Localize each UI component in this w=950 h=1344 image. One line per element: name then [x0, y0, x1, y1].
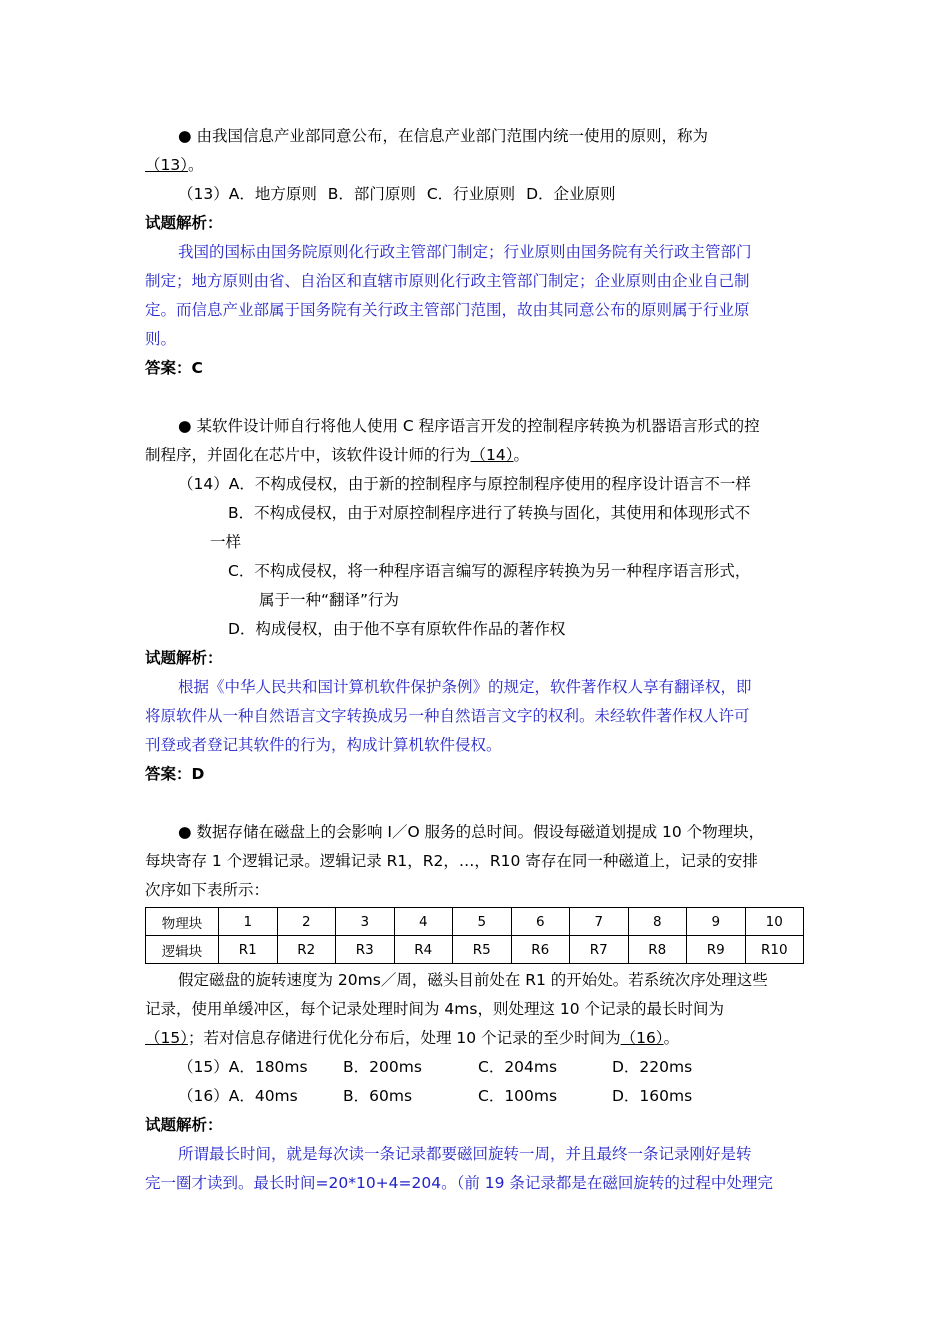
q15-stem-line2: 每块寄存 1 个逻辑记录。逻辑记录 R1，R2，…，R10 寄存在同一种磁道上，记录的安排 — [145, 852, 758, 870]
q15-option-b: B．200ms — [343, 1058, 422, 1076]
q14-answer: 答案：D — [145, 765, 205, 783]
q16-blank: （16） — [620, 1029, 664, 1047]
q15-analysis-title: 试题解析： — [145, 1116, 223, 1134]
table-cell: 1 — [219, 908, 278, 936]
q14-stem-line2 — [145, 445, 529, 465]
q15-option-d: D．220ms — [612, 1058, 693, 1076]
q16-option-c: C．100ms — [478, 1087, 558, 1105]
q15-analysis-line1: 所谓最长时间，就是每次读一条记录都要磁回旋转一周，并且最终一条记录刚好是转 — [178, 1145, 752, 1163]
table-cell: R7 — [570, 936, 629, 964]
table-cell: R4 — [394, 936, 453, 964]
q15-after-end: 。 — [663, 1029, 680, 1047]
q13-blank: （13） — [145, 156, 188, 174]
table-cell: 2 — [277, 908, 336, 936]
q15-after-line2: 记录，使用单缓冲区，每个记录处理时间为 4ms，则处理这 10 个记录的最长时间为 — [145, 1000, 725, 1018]
q13-analysis-title: 试题解析： — [145, 214, 223, 232]
q13-analysis-line4: 则。 — [145, 330, 177, 348]
q15-analysis-line2: 完一圈才读到。最长时间=20*10+4=204。（前 19 条记录都是在磁回旋转的过程中处理完 — [145, 1174, 773, 1192]
q16-option-a: （16）A．40ms — [178, 1087, 298, 1105]
q15-stem-line3: 次序如下表所示： — [145, 881, 270, 899]
table-cell: R1 — [219, 936, 278, 964]
table-cell: 10 — [745, 908, 804, 936]
q15-after-line3 — [145, 1028, 679, 1048]
q14-option-c-line1: C．不构成侵权，将一种程序语言编写的源程序转换为另一种程序语言形式， — [228, 562, 751, 580]
table-header-cell: 物理块 — [146, 908, 219, 936]
q14-stem-text: 制程序，并固化在芯片中，该软件设计师的行为 — [145, 446, 471, 464]
table-row — [146, 936, 804, 964]
table-cell: R2 — [277, 936, 336, 964]
q14-stem-end: 。 — [513, 446, 530, 464]
q15-blank: （15） — [145, 1029, 188, 1047]
table-cell: R9 — [687, 936, 746, 964]
q13-analysis-line1: 我国的国标由国务院原则化行政主管部门制定；行业原则由国务院有关行政主管部门 — [178, 243, 752, 261]
table-row — [146, 908, 804, 936]
table-cell: 7 — [570, 908, 629, 936]
q16-option-b: B．60ms — [343, 1087, 413, 1105]
q13-stem-line2 — [145, 155, 204, 175]
table-cell: 6 — [511, 908, 570, 936]
table-cell: R5 — [453, 936, 512, 964]
q14-option-d: D．构成侵权，由于他不享有原软件作品的著作权 — [228, 620, 566, 638]
q15-stem-line1: ● 数据存储在磁盘上的会影响 I／O 服务的总时间。假设每磁道划提成 10 个物理块， — [178, 823, 765, 841]
table-cell: R3 — [336, 936, 395, 964]
table-cell: R10 — [745, 936, 804, 964]
q14-analysis-line1: 根据《中华人民共和国计算机软件保护条例》的规定，软件著作权人享有翻译权，即 — [178, 678, 752, 696]
table-cell: 5 — [453, 908, 512, 936]
table-cell: 9 — [687, 908, 746, 936]
q14-stem-line1: ● 某软件设计师自行将他人使用 C 程序语言开发的控制程序转换为机器语言形式的控 — [178, 417, 760, 435]
q13-answer: 答案：C — [145, 359, 203, 377]
q13-analysis-line2: 制定；地方原则由省、自治区和直辖市原则化行政主管部门制定；企业原则由企业自己制 — [145, 272, 750, 290]
table-cell: R8 — [628, 936, 687, 964]
q14-option-b-line1: B．不构成侵权，由于对原控制程序进行了转换与固化，其使用和体现形式不 — [228, 504, 751, 522]
q14-option-a: （14）A．不构成侵权，由于新的控制程序与原控制程序使用的程序设计语言不一样 — [178, 475, 751, 493]
table-header-cell: 逻辑块 — [146, 936, 219, 964]
q14-analysis-title: 试题解析： — [145, 649, 223, 667]
table-cell: 3 — [336, 908, 395, 936]
q16-option-d: D．160ms — [612, 1087, 693, 1105]
q14-analysis-line3: 刊登或者登记其软件的行为，构成计算机软件侵权。 — [145, 736, 502, 754]
q15-option-a: （15）A．180ms — [178, 1058, 308, 1076]
q14-option-c-line2: 属于一种“翻译”行为 — [259, 591, 400, 609]
q13-options: （13）A．地方原则 B．部门原则 C．行业原则 D．企业原则 — [178, 185, 616, 203]
q13-stem-end: 。 — [187, 156, 204, 174]
q14-blank: （14） — [470, 446, 514, 464]
q15-after-line1: 假定磁盘的旋转速度为 20ms／周，磁头目前处在 R1 的开始处。若系统次序处理这些 — [178, 971, 768, 989]
q14-option-b-line2: 一样 — [210, 533, 242, 551]
table-cell: 8 — [628, 908, 687, 936]
q15-after-mid: ；若对信息存储进行优化分布后，处理 10 个记录的至少时间为 — [187, 1029, 621, 1047]
q14-analysis-line2: 将原软件从一种自然语言文字转换成另一种自然语言文字的权利。未经软件著作权人许可 — [145, 707, 750, 725]
table-cell: R6 — [511, 936, 570, 964]
q15-option-c: C．204ms — [478, 1058, 558, 1076]
table-cell: 4 — [394, 908, 453, 936]
q13-stem-line1: ● 由我国信息产业部同意公布，在信息产业部门范围内统一使用的原则，称为 — [178, 127, 708, 145]
block-table — [145, 907, 804, 964]
q13-analysis-line3: 定。而信息产业部属于国务院有关行政主管部门范围，故由其同意公布的原则属于行业原 — [145, 301, 750, 319]
